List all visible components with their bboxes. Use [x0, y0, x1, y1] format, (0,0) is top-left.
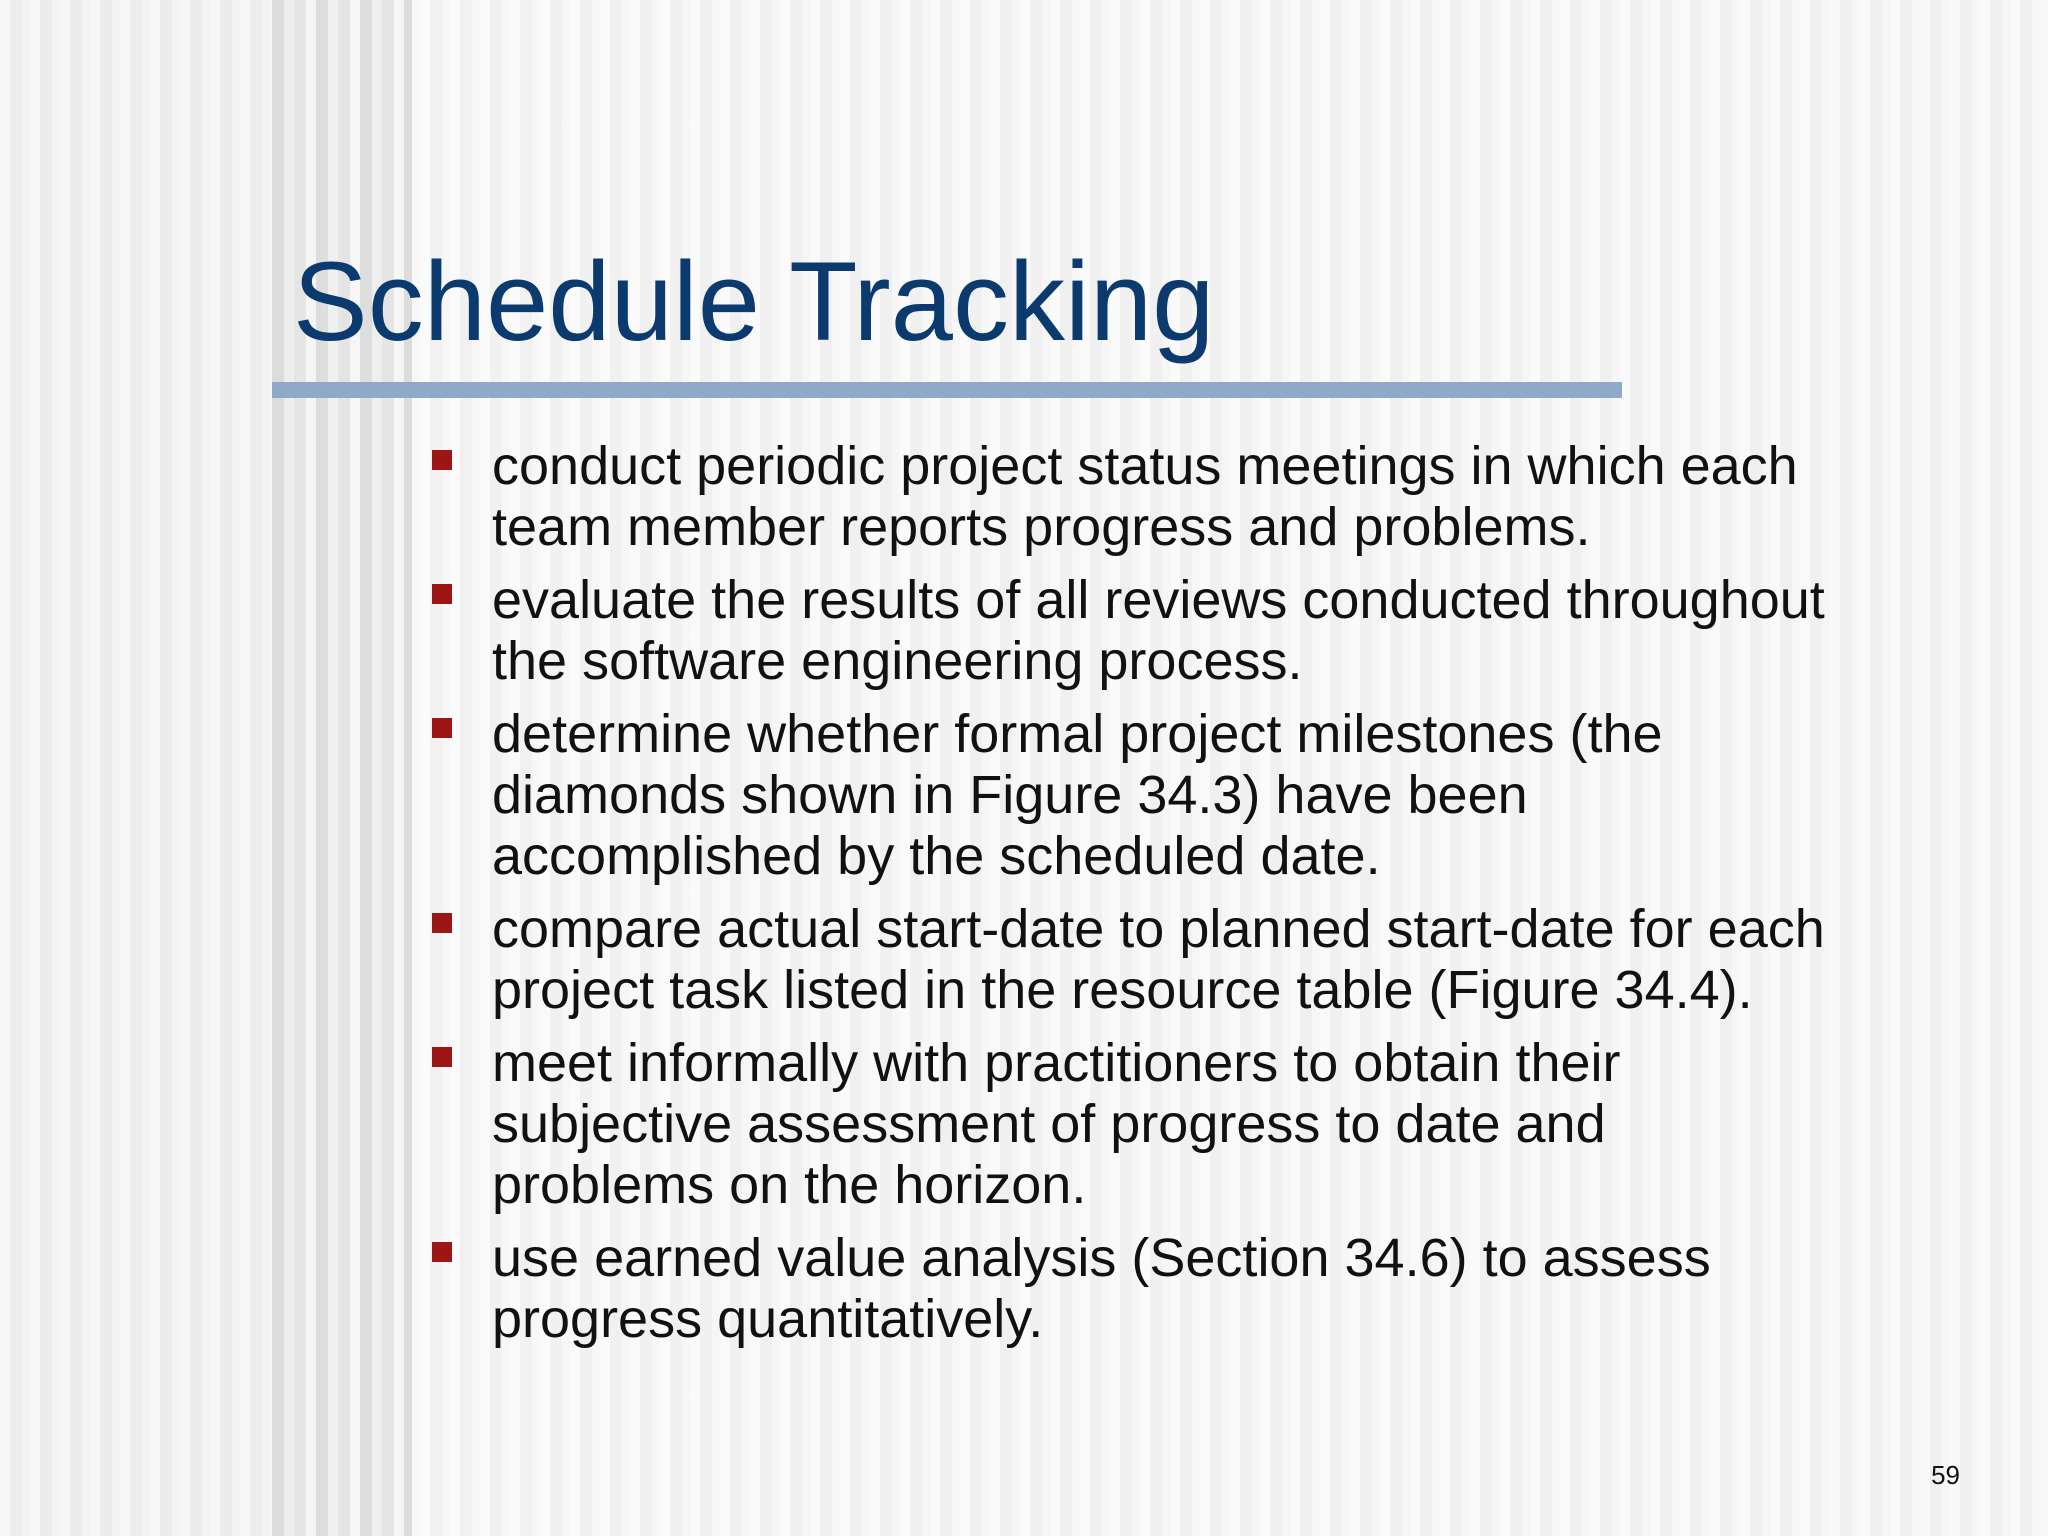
- bullet-item: [432, 704, 1832, 887]
- bullet-text: conduct periodic project status meetings in which each team member reports progress and problems.: [492, 436, 1798, 557]
- decorative-stripe-band: [272, 0, 412, 1536]
- square-bullet-icon: [432, 1047, 452, 1067]
- square-bullet-icon: [432, 718, 452, 738]
- square-bullet-icon: [432, 584, 452, 604]
- square-bullet-icon: [432, 913, 452, 933]
- bullet-text: compare actual start-date to planned start-date for each project task listed in the resource table (Figure 34.4).: [492, 899, 1825, 1020]
- bullet-text: evaluate the results of all reviews conducted throughout the software engineering process.: [492, 570, 1825, 691]
- bullet-text: use earned value analysis (Section 34.6) to assess progress quantitatively.: [492, 1228, 1711, 1349]
- bullet-item: [432, 1228, 1832, 1350]
- square-bullet-icon: [432, 450, 452, 470]
- square-bullet-icon: [432, 1242, 452, 1262]
- page-number: 59: [1931, 1460, 1960, 1490]
- title-underline: [272, 382, 1622, 398]
- bullet-list: [432, 436, 1832, 1362]
- slide-title: Schedule Tracking: [293, 239, 1215, 364]
- bullet-item: [432, 436, 1832, 558]
- bullet-item: [432, 1033, 1832, 1216]
- bullet-text: meet informally with practitioners to obtain their subjective assessment of progress to date and problems on the horizon.: [492, 1033, 1621, 1215]
- bullet-item: [432, 899, 1832, 1021]
- bullet-item: [432, 570, 1832, 692]
- bullet-text: determine whether formal project milestones (the diamonds shown in Figure 34.3) have been accomplished by the scheduled date.: [492, 704, 1663, 886]
